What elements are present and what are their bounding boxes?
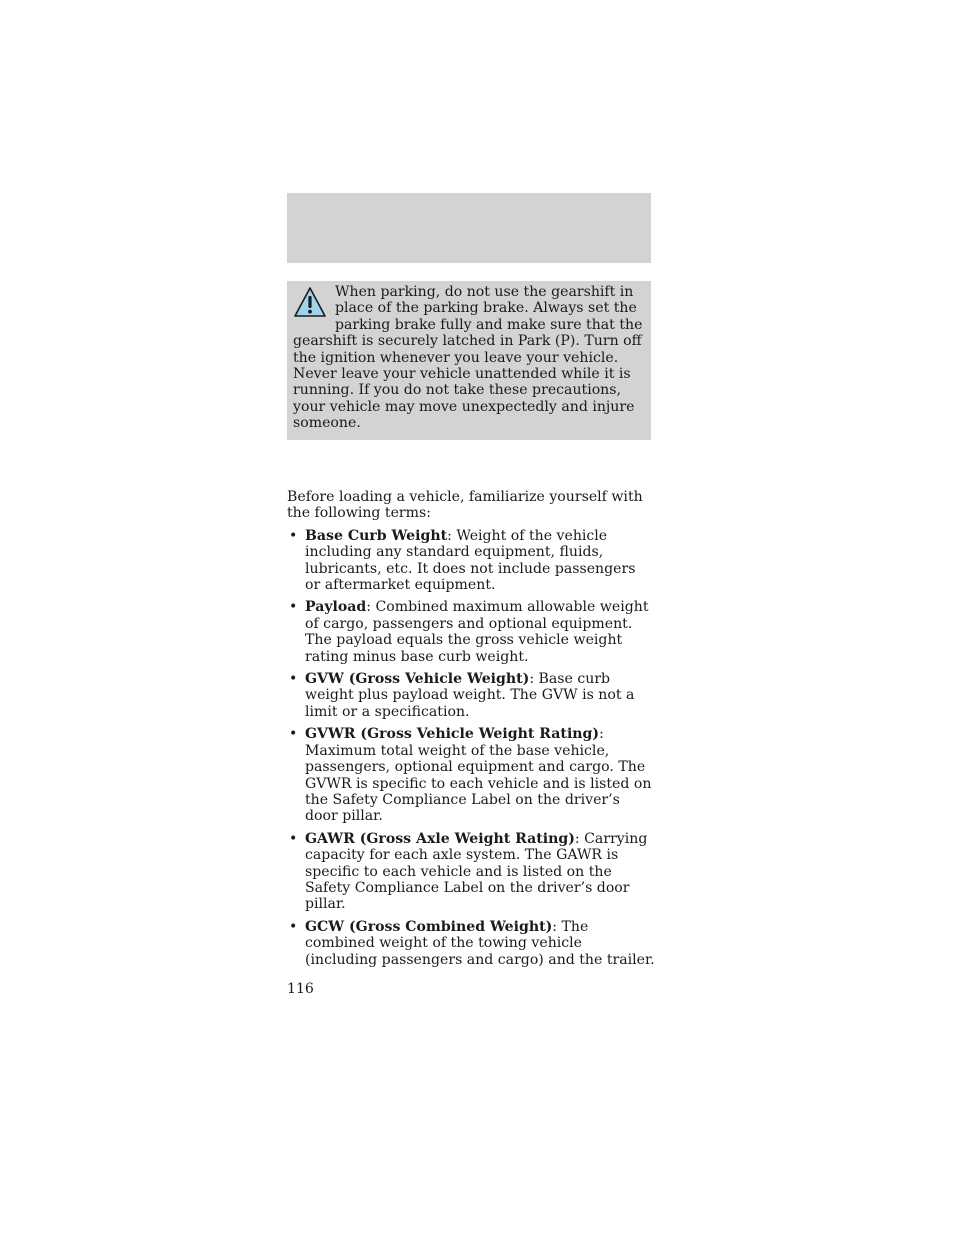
- bullet: •: [289, 527, 298, 544]
- term-definition: : Carrying capacity for each axle system. The GAWR is specific to each vehicle and is listed on the Safety Compliance Label on the driver’s door pillar.: [305, 830, 648, 913]
- list-item: [287, 726, 655, 824]
- term-name: GCW (Gross Combined Weight): [305, 918, 553, 935]
- page-number: 116: [287, 981, 314, 997]
- term-definition: : Combined maximum allowable weight of cargo, passengers and optional equipment. The payload equals the gross vehicle weight rating minus base curb weight.: [305, 599, 649, 665]
- bullet: •: [289, 918, 298, 935]
- terms-list: [287, 528, 655, 968]
- bullet: •: [289, 830, 298, 847]
- intro-paragraph: Before loading a vehicle, familiarize yourself with the following terms:: [287, 489, 643, 522]
- list-item: [287, 831, 655, 913]
- term-definition: : The combined weight of the towing vehicle (including passengers and cargo) and the trailer.: [305, 918, 655, 968]
- warning-text: When parking, do not use the gearshift in place of the parking brake. Always set the parking brake fully and make sure that the gearshift is securely latched in Park (P). Turn off the ignition whenever you leave your vehicle. Never leave your vehicle unattended while it is running. If you do not take these precautions, your vehicle may move unexpectedly and injure someone.: [293, 284, 643, 432]
- term-name: GAWR (Gross Axle Weight Rating): [305, 830, 575, 847]
- term-name: GVW (Gross Vehicle Weight): [305, 671, 530, 688]
- list-item: [287, 528, 655, 594]
- term-definition: : Base curb weight plus payload weight. The GVW is not a limit or a specification.: [305, 671, 635, 720]
- list-item: [287, 919, 655, 968]
- term-name: GVWR (Gross Vehicle Weight Rating): [305, 726, 600, 743]
- bullet: •: [289, 726, 298, 743]
- bullet: •: [289, 671, 298, 688]
- warning-box: [287, 281, 651, 440]
- section-header-band: [287, 193, 651, 263]
- term-definition: : Weight of the vehicle including any standard equipment, fluids, lubricants, etc. It does not include passengers or aftermarket equipment.: [305, 527, 636, 594]
- list-item: [287, 671, 655, 720]
- list-item: [287, 599, 655, 665]
- warning-triangle-icon: [293, 286, 327, 319]
- bullet: •: [289, 599, 298, 616]
- term-name: Base Curb Weight: [305, 527, 448, 544]
- term-name: Payload: [305, 599, 367, 616]
- term-definition: : Maximum total weight of the base vehicle, passengers, optional equipment and cargo. The GVWR is specific to each vehicle and is listed on the Safety Compliance Label on the driver’s door pillar.: [305, 726, 652, 825]
- loading-terms-section: [287, 489, 655, 974]
